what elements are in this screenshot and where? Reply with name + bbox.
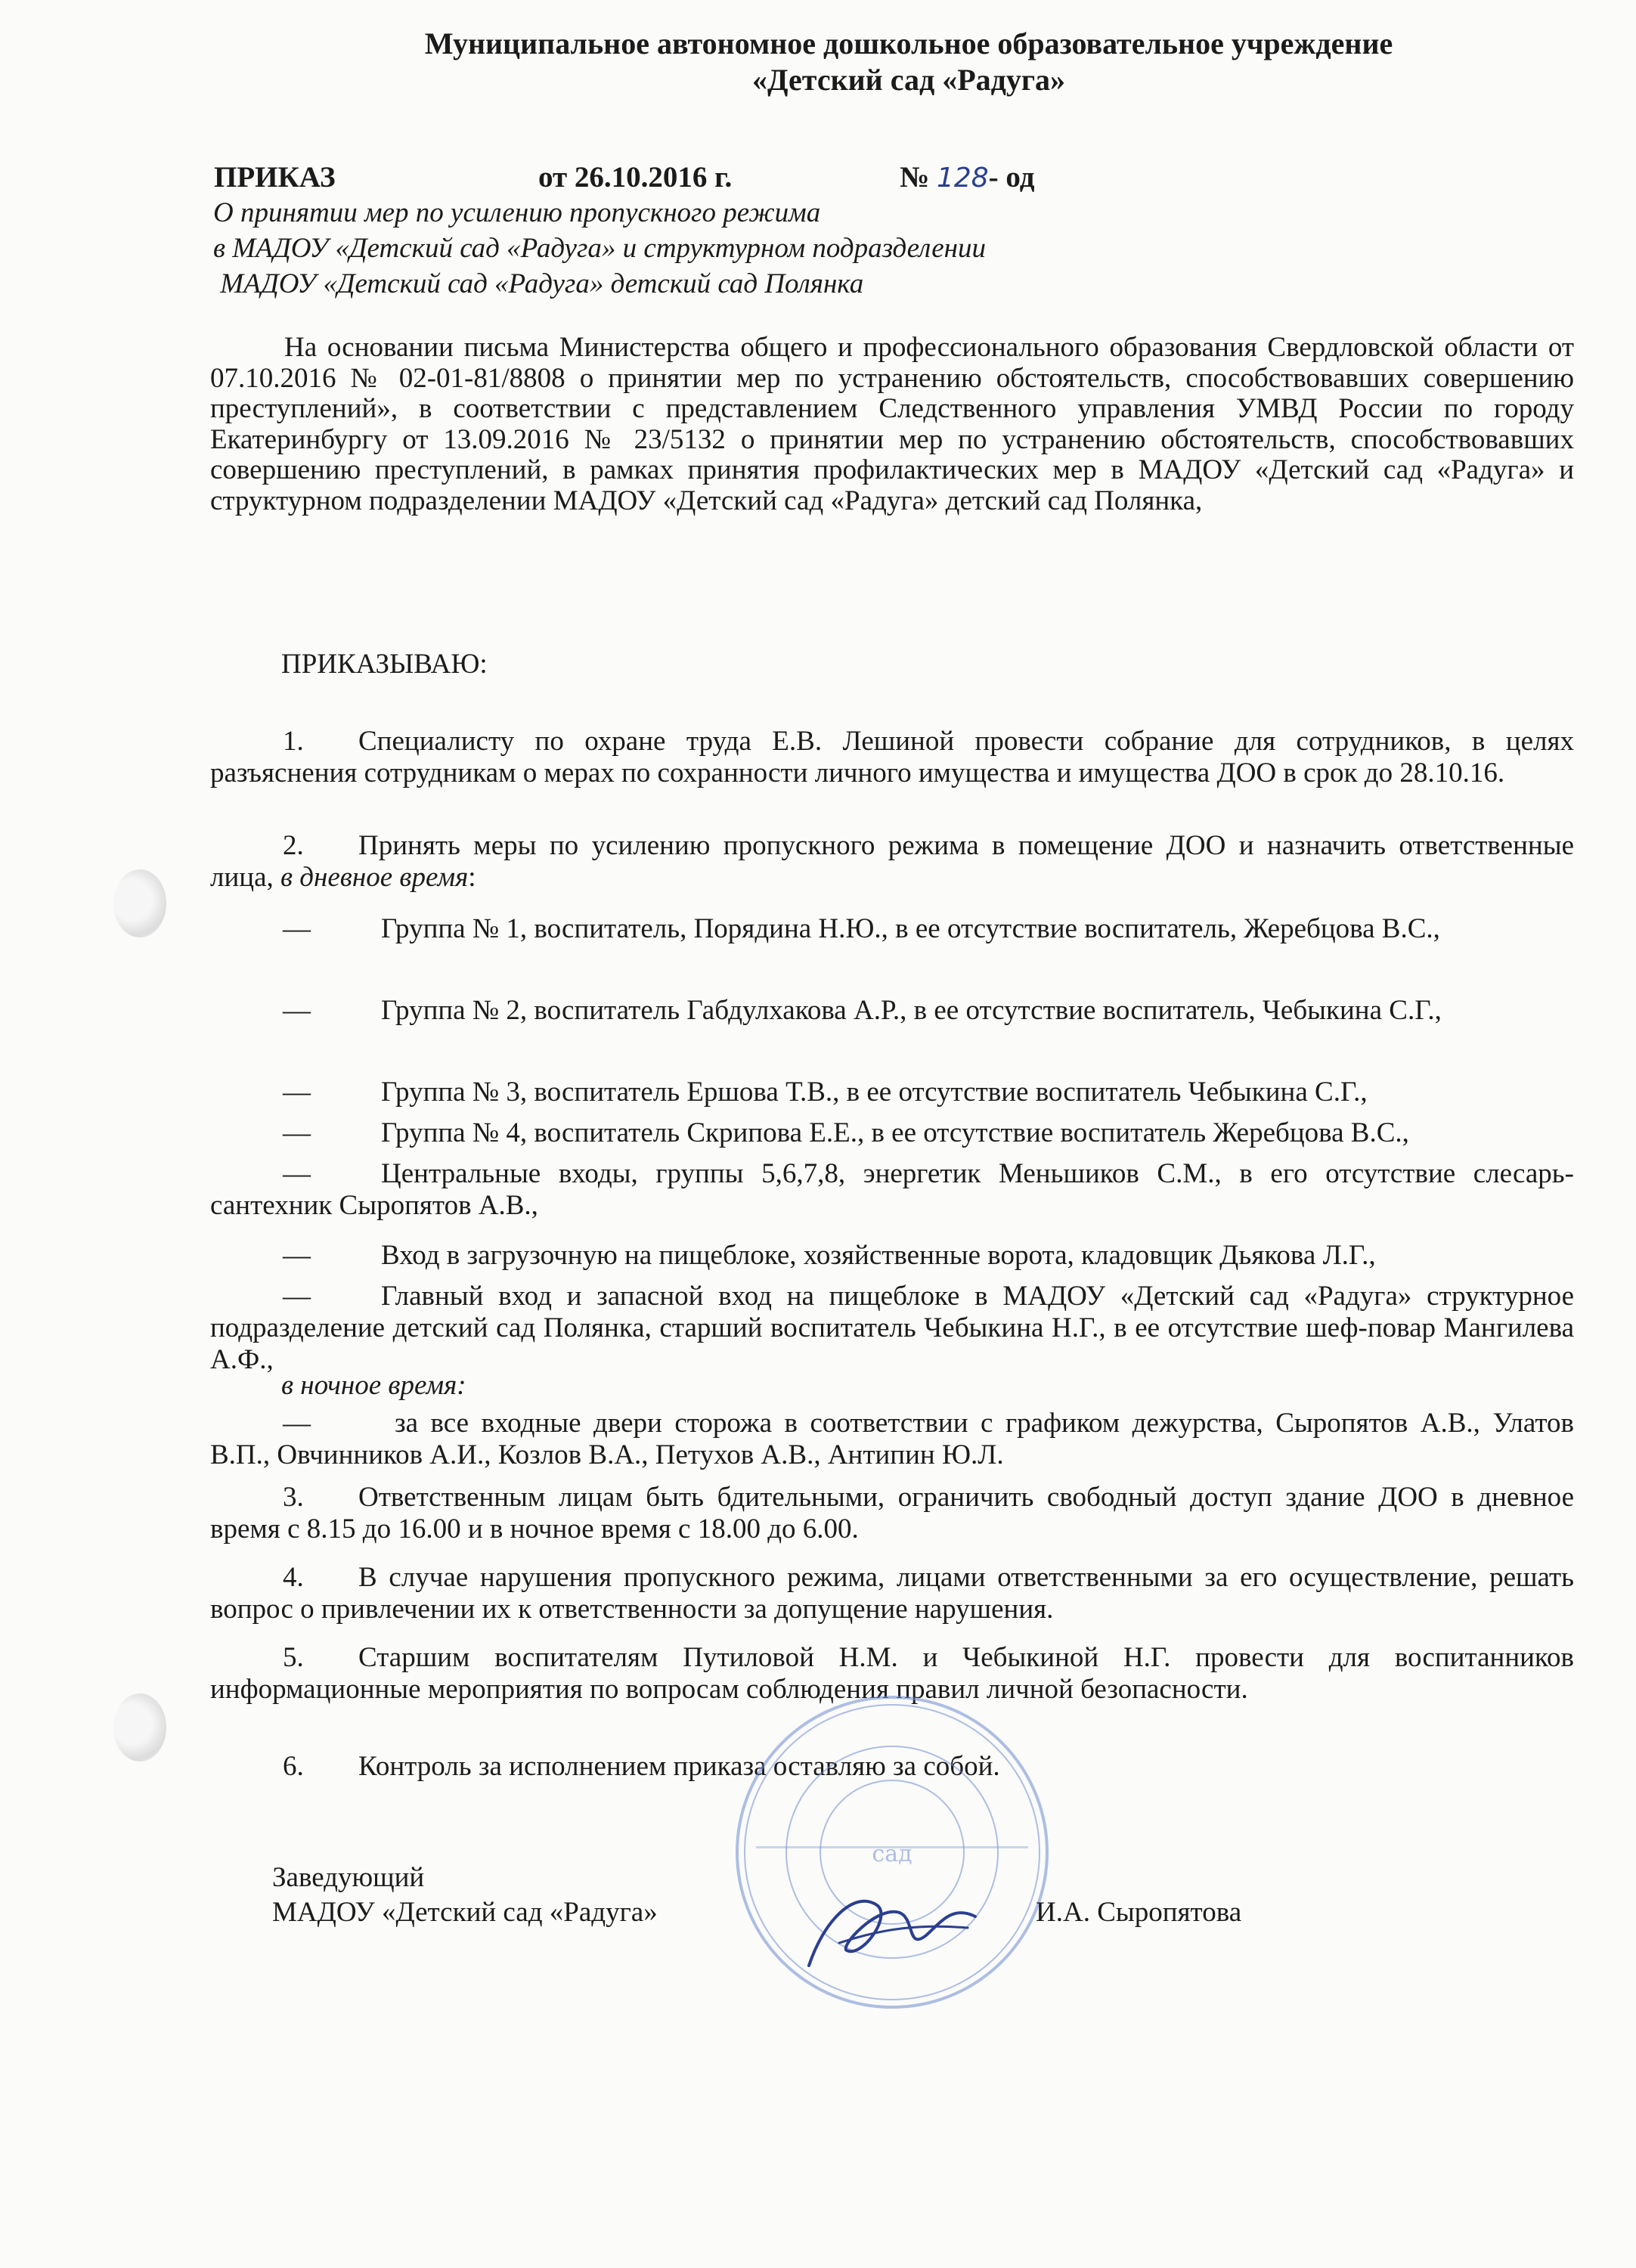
item-2-day-time: в дневное время (280, 862, 469, 893)
item-2-number: 2. (283, 830, 304, 861)
list-item-loading (210, 1240, 1574, 1272)
item-1-number: 1. (283, 726, 304, 757)
list-item-text: Группа № 2, воспитатель Габдулхакова А.Р., в ее отсутствие воспитатель, Чебыкина С.Г., (381, 995, 1442, 1026)
item-6-number: 6. (283, 1751, 304, 1782)
item-6-text: Контроль за исполнением приказа оставляю за собой. (358, 1751, 1000, 1782)
list-item-group-4 (210, 1117, 1574, 1149)
org-name-line2: «Детский сад «Радуга» (751, 63, 1066, 97)
item-4-number: 4. (283, 1562, 304, 1593)
order-number (900, 160, 1035, 194)
item-3-number: 3. (283, 1482, 304, 1513)
list-item-group-2 (210, 995, 1574, 1027)
dash-5: — (283, 1158, 311, 1189)
item-4-text: В случае нарушения пропускного режима, лицами ответственными за его осуществление, решать вопрос о привлечении их к ответственности за допущение нарушения. (210, 1562, 1574, 1625)
intro-text: На основании письма Министерства общего и профессионального образования Свердловской области от 07.10.2016 № 02-01-81/8808 о принятии мер по устранению обстоятельств, способствовавших совершению преступлений», в соответствии с представлением Следственного управления УМВД России по городу Екатеринбургу от 13.09.2016 № 23/5132 о принятии мер по устранению обстоятельств, способствовавших совершению преступлений, в рамках принятия профилактических мер в МАДОУ «Детский сад «Радуга» и структурном подразделении МАДОУ «Детский сад «Радуга» детский сад Полянка, (210, 332, 1574, 516)
order-number-suffix: - од (988, 161, 1035, 194)
item-5-number: 5. (283, 1642, 304, 1673)
signatory-title-1: Заведующий (272, 1862, 425, 1893)
list-item-group-3 (210, 1077, 1574, 1108)
signatory-name: И.А. Сыропятова (1036, 1897, 1242, 1928)
dash-4: — (283, 1117, 311, 1148)
org-name-line1: Муниципальное автономное дошкольное образовательное учреждение (424, 26, 1393, 60)
svg-text:сад: сад (872, 1841, 913, 1867)
signatory-title-2: МАДОУ «Детский сад «Радуга» (272, 1897, 658, 1928)
signature-scribble (794, 1875, 990, 1981)
order-number-handwritten: 128 (936, 163, 989, 194)
list-item-text: Вход в загрузочную на пищеблоке, хозяйственные ворота, кладовщик Дьякова Л.Г., (381, 1240, 1376, 1271)
intro-paragraph (210, 333, 1574, 516)
item-5-text: Старшим воспитателям Путиловой Н.М. и Чебыкиной Н.Г. провести для воспитанников информационные мероприятия по вопросам соблюдения правил личной безопасности. (210, 1642, 1574, 1705)
list-item-entrances (210, 1158, 1574, 1222)
night-time-label: в ночное время: (281, 1370, 466, 1401)
list-item-main-entrance (210, 1281, 1574, 1376)
item-1 (210, 726, 1574, 789)
dash-6: — (283, 1240, 311, 1271)
item-1-text: Специалисту по охране труда Е.В. Лешиной провести собрание для сотрудников, в целях разъяснения сотрудникам о мерах по сохранности личного имущества и имущества ДОО в срок до 28.10.16. (210, 726, 1574, 789)
dash-8: — (283, 1408, 311, 1439)
item-4 (210, 1562, 1574, 1625)
subject-line-3: МАДОУ «Детский сад «Радуга» детский сад Полянка (213, 268, 864, 299)
list-item-group-1 (210, 913, 1574, 945)
list-item-text: Центральные входы, группы 5,6,7,8, энергетик Меньшиков С.М., в его отсутствие слесарь-сантехник Сыропятов А.В., (210, 1158, 1574, 1221)
list-item-text: Главный вход и запасной вход на пищеблоке в МАДОУ «Детский сад «Радуга» структурное подразделение детский сад Полянка, старший воспитатель Чебыкина Н.Г., в ее отсутствие шеф-повар Мангилева А.Ф., (210, 1281, 1574, 1375)
punch-hole-bottom (113, 1693, 166, 1761)
list-item-text: Группа № 3, воспитатель Ершова Т.В., в ее отсутствие воспитатель Чебыкина С.Г., (381, 1077, 1368, 1108)
item-3-text: Ответственным лицам быть бдительными, ограничить свободный доступ здание ДОО в дневное время с 8.15 до 16.00 и в ночное время с 18.00 до 6.00. (210, 1482, 1574, 1545)
item-2: 2. Принять меры по усилению пропускного режима в помещение ДОО и назначить ответственные лица, в дневное время: (210, 830, 1574, 893)
order-word: ПРИКАЗЫВАЮ: (281, 649, 488, 680)
list-item-text: Группа № 1, воспитатель, Порядина Н.Ю., в ее отсутствие воспитатель, Жеребцова В.С., (381, 913, 1440, 944)
order-date: от 26.10.2016 г. (538, 161, 733, 194)
dash-3: — (283, 1077, 311, 1108)
order-number-prefix: № (900, 161, 930, 194)
punch-hole-top (113, 869, 166, 937)
list-item-night (210, 1408, 1574, 1471)
item-2-text: Принять меры по усилению пропускного режима в помещение ДОО и назначить ответственные лица, (210, 830, 1574, 893)
dash-1: — (283, 913, 311, 944)
dash-2: — (283, 995, 311, 1026)
order-type: ПРИКАЗ (214, 161, 336, 194)
item-3 (210, 1482, 1574, 1545)
list-item-text: Группа № 4, воспитатель Скрипова Е.Е., в ее отсутствие воспитатель Жеребцова В.С., (381, 1117, 1409, 1148)
subject-line-2: в МАДОУ «Детский сад «Радуга» и структурном подразделении (213, 233, 987, 264)
list-item-text: за все входные двери сторожа в соответствии с графиком дежурства, Сыропятов А.В., Улатов В.П., Овчинников А.И., Козлов В.А., Петухов А.В., Антипин Ю.Л. (210, 1408, 1574, 1470)
dash-7: — (283, 1281, 311, 1312)
subject-line-1: О принятии мер по усилению пропускного режима (213, 197, 821, 228)
